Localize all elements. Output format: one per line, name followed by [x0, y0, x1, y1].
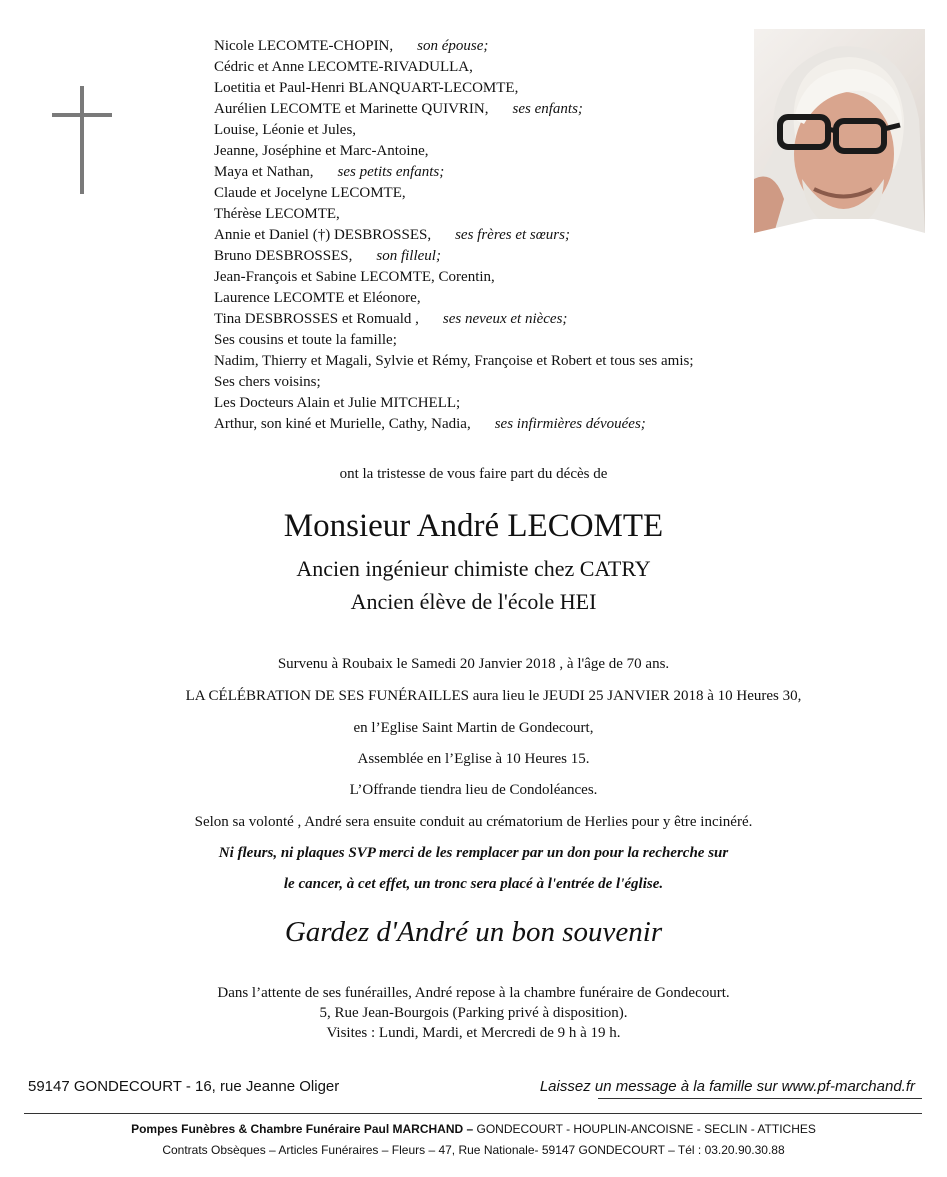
- souvenir-text: Gardez d'André un bon souvenir: [284, 916, 663, 948]
- family-line: [214, 414, 814, 435]
- resting-place: Dans l’attente de ses funérailles, André repose à la chambre funéraire de Gondecourt.: [217, 985, 730, 1001]
- death-info: Survenu à Roubaix le Samedi 20 Janvier 2018 , à l'âge de 70 ans.: [277, 656, 670, 672]
- family-names: Annie et Daniel (†) DESBROSSES,: [214, 227, 432, 243]
- family-line: [214, 309, 814, 330]
- family-names: Jean-François et Sabine LECOMTE, Corentin,: [214, 269, 495, 285]
- family-line: [214, 351, 814, 372]
- assembly-time: Assemblée en l’Eglise à 10 Heures 15.: [357, 751, 590, 767]
- family-names: Nadim, Thierry et Magali, Sylvie et Rémy, Françoise et Robert et tous ses amis;: [214, 353, 694, 369]
- footer-underline: [598, 1098, 922, 1099]
- deceased-school: Ancien élève de l'école HEI: [350, 589, 597, 614]
- resting-address: 5, Rue Jean-Bourgois (Parking privé à disposition).: [319, 1005, 628, 1021]
- ceremony-date: LA CÉLÉBRATION DE SES FUNÉRAILLES aura lieu le JEUDI 25 JANVIER 2018 à 10 Heures 30,: [185, 688, 802, 704]
- family-names: Arthur, son kiné et Murielle, Cathy, Nadia,: [214, 416, 471, 432]
- family-names: Ses cousins et toute la famille;: [214, 332, 397, 348]
- cross-icon: [52, 86, 112, 194]
- family-line: [214, 225, 814, 246]
- family-names: Nicole LECOMTE-CHOPIN,: [214, 38, 394, 54]
- company-line: [0, 1121, 947, 1137]
- visiting-hours: Visites : Lundi, Mardi, et Mercredi de 9 h à 19 h.: [326, 1025, 621, 1041]
- family-line: [214, 246, 814, 267]
- family-line: [214, 78, 814, 99]
- family-line: [214, 204, 814, 225]
- donation-note-line1: Ni fleurs, ni plaques SVP merci de les remplacer par un don pour la recherche sur: [218, 845, 729, 861]
- family-names: Les Docteurs Alain et Julie MITCHELL;: [214, 395, 461, 411]
- family-names: Thérèse LECOMTE,: [214, 206, 340, 222]
- family-relation: son filleul;: [376, 248, 441, 264]
- footer-message-link[interactable]: Laissez un message à la famille sur www.pf-marchand.fr: [539, 1078, 915, 1095]
- company-contact: Contrats Obsèques – Articles Funéraires – Fleurs – 47, Rue Nationale- 59147 GONDECOURT – Tél : 03.20.90.30.88: [162, 1143, 785, 1157]
- family-relation: ses enfants;: [512, 101, 583, 117]
- family-names: Loetitia et Paul-Henri BLANQUART-LECOMTE,: [214, 80, 519, 96]
- deceased-occupation: Ancien ingénieur chimiste chez CATRY: [296, 556, 651, 581]
- family-relation: ses frères et sœurs;: [455, 227, 570, 243]
- ceremony-location: en l’Eglise Saint Martin de Gondecourt,: [353, 720, 594, 736]
- family-relation: ses petits enfants;: [337, 164, 445, 180]
- family-line: [214, 183, 814, 204]
- family-list: [214, 36, 814, 435]
- family-names: Louise, Léonie et Jules,: [214, 122, 357, 138]
- family-names: Laurence LECOMTE et Eléonore,: [214, 290, 421, 306]
- company-name: Pompes Funèbres & Chambre Funéraire Paul MARCHAND –: [131, 1122, 474, 1136]
- family-line: [214, 288, 814, 309]
- family-line: [214, 393, 814, 414]
- family-relation: son épouse;: [417, 38, 489, 54]
- family-names: Bruno DESBROSSES,: [214, 248, 353, 264]
- family-line: [214, 57, 814, 78]
- cremation-note: Selon sa volonté , André sera ensuite conduit au crématorium de Herlies pour y être incinéré.: [194, 814, 753, 830]
- family-line: [214, 120, 814, 141]
- family-line: [214, 141, 814, 162]
- family-names: Jeanne, Joséphine et Marc-Antoine,: [214, 143, 429, 159]
- offering-note: L’Offrande tiendra lieu de Condoléances.: [349, 782, 598, 798]
- family-line: [214, 36, 814, 57]
- family-line: [214, 330, 814, 351]
- family-names: Cédric et Anne LECOMTE-RIVADULLA,: [214, 59, 473, 75]
- family-relation: ses infirmières dévouées;: [494, 416, 646, 432]
- footer-divider: [24, 1113, 922, 1114]
- family-relation: ses neveux et nièces;: [442, 311, 568, 327]
- deceased-name: Monsieur André LECOMTE: [283, 508, 664, 544]
- family-line: [214, 267, 814, 288]
- family-line: [214, 99, 814, 120]
- family-names: Claude et Jocelyne LECOMTE,: [214, 185, 406, 201]
- family-line: [214, 372, 814, 393]
- intro-text: ont la tristesse de vous faire part du décès de: [339, 466, 608, 482]
- footer-address: 59147 GONDECOURT - 16, rue Jeanne Oliger: [28, 1078, 340, 1095]
- family-line: [214, 162, 814, 183]
- family-names: Maya et Nathan,: [214, 164, 314, 180]
- company-locations: GONDECOURT - HOUPLIN-ANCOISNE - SECLIN - ATTICHES: [473, 1122, 816, 1136]
- family-names: Tina DESBROSSES et Romuald ,: [214, 311, 419, 327]
- family-names: Aurélien LECOMTE et Marinette QUIVRIN,: [214, 101, 489, 117]
- family-names: Ses chers voisins;: [214, 374, 321, 390]
- donation-note-line2: le cancer, à cet effet, un tronc sera placé à l'entrée de l'église.: [283, 876, 664, 892]
